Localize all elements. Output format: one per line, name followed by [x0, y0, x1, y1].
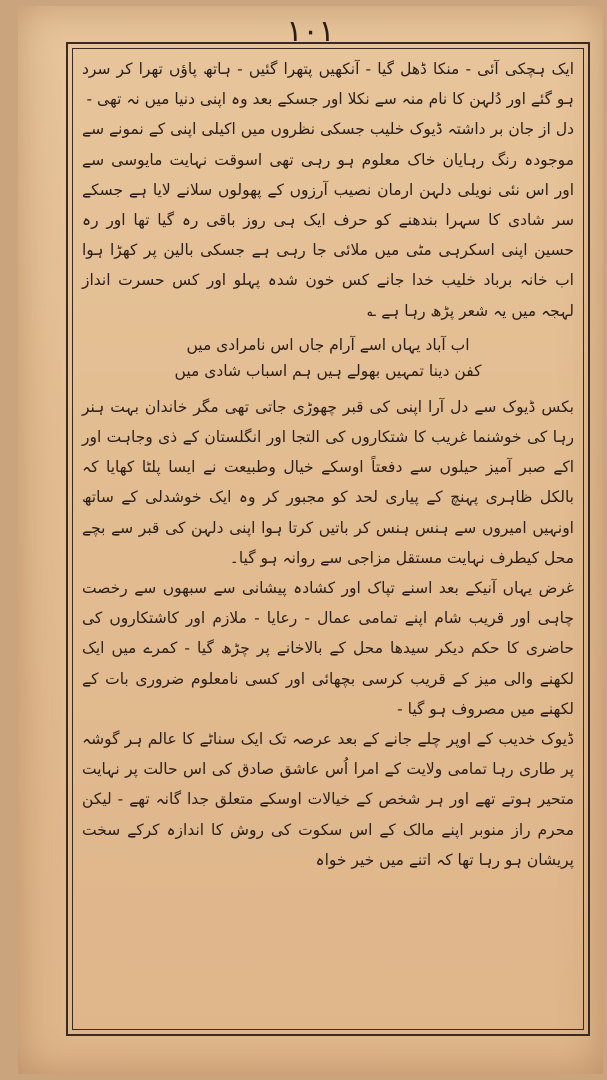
paragraph-farewell: غرض یہاں آنیکے بعد اسنے تپاک اور کشادہ پیشانی سے سبھوں سے رخصت چاہی اور قریب شام اپنے تمامی عمال - رعایا - ملازم اور کاشتکاروں کی حاضری کا حکم دیکر سیدھا محل کے بالاخانے پر چڑھ گیا - کمرے میں ایک لکھنے والی میز کے قریب کرسی بچھائی اور کسی نامعلوم ضروری بات کے لکھنے میں مصروف ہو گیا - [82, 579, 574, 718]
couplet [82, 332, 574, 384]
couplet-line-2: کفن دینا تمہیں بھولے ہیں ہم اسباب شادی میں [174, 361, 482, 380]
paragraph-death: ایک ہچکی آئی - منکا ڈھل گیا - آنکھیں پتھرا گئیں - ہاتھ پاؤں تھرا کر سرد ہو گئے اور دُلہن کا نام منہ سے نکلا اور جسکے بعد وہ اپنی دنیا میں نہ تھی - [82, 60, 574, 109]
page-number: ۱۰۱ [286, 14, 335, 49]
paragraph-lament: دل از جان بر داشتہ ڈیوک خلیب جسکی نظروں میں اکیلی اپنی کے نمونے سے موجودہ رنگ رہایان خاک معلوم ہو رہی تھی اسوقت نہایت مایوسی سے اور اس نئی نویلی دلہن ارمان نصیب آرزوں کے پھولوں سلانے لایا ہے جسکے سر شادی کا سہرا بندھنے کو حرف ایک ہی روز باقی رہ گیا تھا اور رہ حسین اپنی اسکرہی مٹی میں ملائی جا رہی ہے جسکی بالین پر کھڑا ہوا اب خانہ برباد خلیب خدا جانے کس خون شدہ پہلو اور کس حسرت انداز لہجہ میں یہ شعر پڑھ رہا ہے ؎ [82, 120, 574, 320]
paragraph-silence: ڈیوک خدیب کے اوپر چلے جانے کے بعد عرصہ تک ایک سناٹے کا عالم ہر گوشہ پر طاری رہا تمامی ولایت کے امرا اُس عاشق صادق کی اس حالت پر نہایت متحیر ہوتے تھے اور ہر شخص کے خیالات اوسکے متعلق جدا گانہ تھے - لیکن محرم راز منوبر اپنے مالک کے اس سکوت کی روش کا اندازہ کرکے سخت پریشان ہو رہا تھا کہ اتنے میں خیر خواہ [82, 730, 574, 869]
body-text [82, 54, 574, 1024]
paragraph-departure: بکس ڈیوک سے دل آرا اپنی کی قبر چھوڑی جاتی تھی مگر خاندان بہت ہنر رہا کی خوشنما غریب کا شتکاروں کی التجا اور انگلستان کے ذی وجاہت اور اکے صبر آمیز حیلوں سے دفعتاً اوسکے خیال وطبیعت نے ایسا پلٹا کھایا کہ بالکل ظاہری پہنچ کے پیاری لحد کو مجبور کر وہ ایک خوشدلی کے ساتھ اونہیں امیروں سے ہنس ہنس کر باتیں کرتا ہوا اپنی دلہن کی قبر سے بچے محل کیطرف نہایت مستقل مزاجی سے روانہ ہو گیا۔ [82, 397, 574, 567]
couplet-line-1: اب آباد یہاں اسے آرام جاں اس نامرادی میں [186, 335, 470, 354]
text-frame [66, 42, 590, 1036]
book-page [18, 6, 603, 1074]
